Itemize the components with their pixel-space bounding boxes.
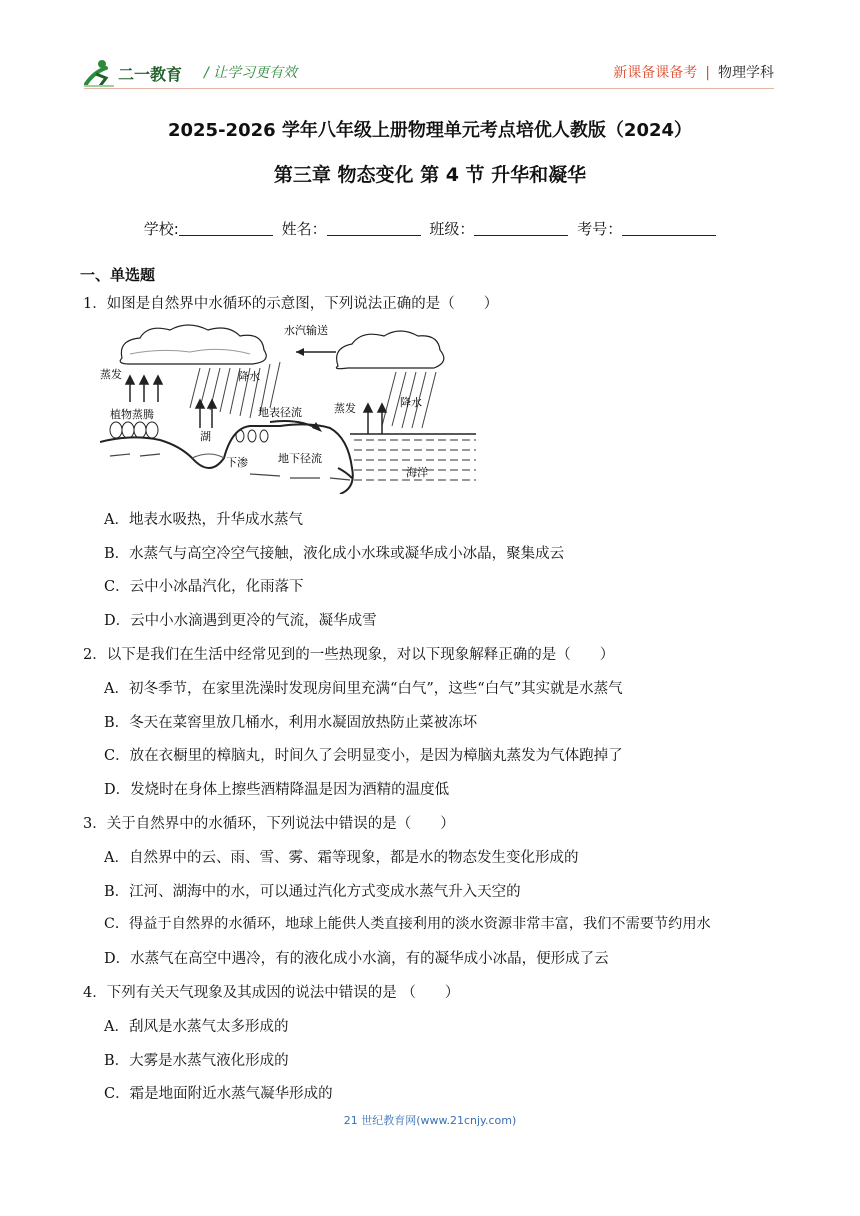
q1-option-b[interactable]: B．水蒸气与高空冷空气接触，液化成小水珠或凝华成小冰晶，聚集成云: [104, 546, 565, 562]
student-info-row: [0, 218, 860, 239]
header-right: [613, 62, 774, 82]
q2-option-d[interactable]: D．发烧时在身体上擦些酒精降温是因为酒精的温度低: [104, 782, 450, 798]
question-4-stem: 4．下列有关天气现象及其成因的说法中错误的是 （ ）: [83, 985, 460, 1001]
q3-option-c[interactable]: C．得益于自然界的水循环，地球上能供人类直接利用的淡水资源非常丰富，我们不需要节约用水: [104, 916, 711, 932]
figure-label: 降水: [400, 396, 422, 409]
q1-option-a[interactable]: A．地表水吸热，升华成水蒸气: [104, 512, 303, 528]
figure-label: 降水: [238, 370, 260, 383]
water-cycle-diagram: [100, 318, 480, 494]
q3-option-a[interactable]: A．自然界中的云、雨、雪、雾、霜等现象，都是水的物态发生变化形成的: [104, 850, 579, 866]
figure-label: 下渗: [226, 456, 248, 469]
page-header: [0, 0, 860, 90]
q4-option-c[interactable]: C．霜是地面附近水蒸气凝华形成的: [104, 1086, 333, 1102]
q3-option-d[interactable]: D．水蒸气在高空中遇冷，有的液化成小水滴，有的凝华成小冰晶，便形成了云: [104, 951, 609, 967]
q2-option-a[interactable]: A．初冬季节，在家里洗澡时发现房间里充满“白气”，这些“白气”其实就是水蒸气: [104, 681, 623, 697]
figure-label: 地下径流: [278, 452, 322, 465]
figure-label: 水汽输送: [284, 324, 328, 337]
page-footer[interactable]: 21 世纪教育网(www.21cnjy.com): [343, 1114, 517, 1127]
header-separator: |: [705, 65, 710, 81]
info-field-name[interactable]: 姓名：: [282, 218, 421, 239]
q2-option-b[interactable]: B．冬天在菜窖里放几桶水，利用水凝固放热防止菜被冻坏: [104, 715, 478, 731]
q2-option-c[interactable]: C．放在衣橱里的樟脑丸，时间久了会明显变小，是因为樟脑丸蒸发为气体跑掉了: [104, 748, 623, 764]
info-field-exam-number[interactable]: 考号：: [577, 218, 716, 239]
q1-option-d[interactable]: D．云中小水滴遇到更冷的气流，凝华成雪: [104, 613, 377, 629]
figure-label: 地表径流: [258, 406, 302, 419]
figure-label: 蒸发: [100, 368, 122, 381]
logo-text: 二一教育: [118, 65, 183, 84]
document-title: 2025-2026 学年八年级上册物理单元考点培优人教版（2024）: [167, 120, 693, 141]
question-1-stem: 1．如图是自然界中水循环的示意图，下列说法正确的是（ ）: [83, 296, 499, 312]
question-3-stem: 3．关于自然界中的水循环，下列说法中错误的是（ ）: [83, 816, 455, 832]
header-subject: 物理学科: [718, 65, 774, 81]
figure-label: 海洋: [406, 466, 428, 479]
q3-option-b[interactable]: B．江河、湖海中的水，可以通过汽化方式变成水蒸气升入天空的: [104, 884, 521, 900]
section-heading: 一、单选题: [80, 266, 156, 284]
chapter-title: 第三章 物态变化 第 4 节 升华和凝华: [273, 164, 587, 186]
q4-option-b[interactable]: B．大雾是水蒸气液化形成的: [104, 1053, 289, 1069]
q4-option-a[interactable]: A．刮风是水蒸气太多形成的: [104, 1019, 289, 1035]
header-divider: [84, 88, 774, 89]
figure-label: 植物蒸腾: [110, 408, 154, 421]
question-2-stem: 2．以下是我们在生活中经常见到的一些热现象，对以下现象解释正确的是（ ）: [83, 647, 615, 663]
header-tag: 新课备课备考: [613, 65, 698, 81]
logo-icon: [84, 58, 194, 88]
info-field-class[interactable]: 班级：: [429, 218, 568, 239]
slogan: / 让学习更有效: [204, 65, 298, 81]
info-field-school[interactable]: 学校:: [144, 218, 273, 239]
figure-label: 蒸发: [334, 402, 356, 415]
figure-label: 湖: [200, 430, 211, 443]
q1-option-c[interactable]: C．云中小冰晶汽化，化雨落下: [104, 579, 304, 595]
